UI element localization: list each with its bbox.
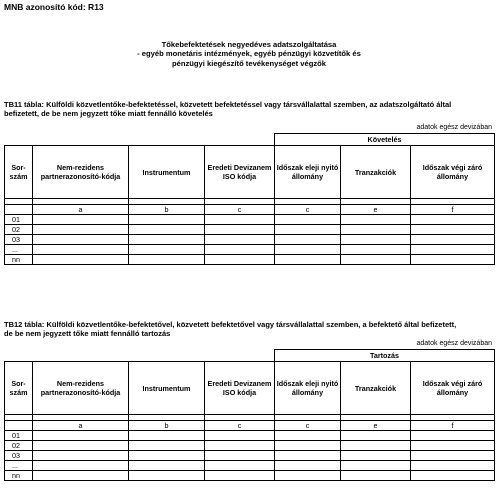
data-cell[interactable] [341, 245, 411, 255]
table-title-line: befizetett, de be nem jegyzett tőke miatt fennálló követelés [4, 109, 213, 119]
table-row [5, 235, 495, 245]
title-line: Tőkebefektetések negyedéves adatszolgáltatása [161, 40, 337, 49]
column-letter: b [129, 421, 205, 431]
data-cell[interactable] [129, 225, 205, 235]
data-cell[interactable] [275, 451, 341, 461]
data-cell[interactable] [205, 235, 275, 245]
data-cell[interactable] [205, 441, 275, 451]
column-header: Tranzakciók [341, 146, 411, 199]
data-cell[interactable] [205, 461, 275, 471]
column-letter: b [129, 205, 205, 215]
data-cell[interactable] [33, 215, 129, 225]
data-cell[interactable] [129, 431, 205, 441]
column-letter: c [275, 421, 341, 431]
unit-note: adatok egész devizában [416, 340, 492, 347]
data-cell[interactable] [341, 255, 411, 265]
data-cell[interactable] [205, 431, 275, 441]
data-cell[interactable] [129, 451, 205, 461]
data-cell[interactable] [129, 471, 205, 481]
data-cell[interactable] [411, 215, 495, 225]
row-number: 02 [5, 225, 33, 235]
table-title-tb11 [4, 100, 492, 119]
data-cell[interactable] [205, 255, 275, 265]
data-cell[interactable] [205, 225, 275, 235]
data-cell[interactable] [411, 235, 495, 245]
column-letter: a [33, 205, 129, 215]
column-letter [5, 205, 33, 215]
data-cell[interactable] [33, 451, 129, 461]
data-cell[interactable] [205, 215, 275, 225]
data-cell[interactable] [411, 245, 495, 255]
data-cell[interactable] [341, 431, 411, 441]
column-letter: a [33, 421, 129, 431]
column-header: Időszak eleji nyitó állomány [275, 146, 341, 199]
table-row [5, 431, 495, 441]
document-title [0, 40, 498, 68]
table-title-tb12 [4, 320, 492, 339]
data-cell[interactable] [33, 235, 129, 245]
group-header: Tartozás [275, 350, 495, 362]
data-cell[interactable] [33, 225, 129, 235]
column-letter: c [205, 421, 275, 431]
column-header: Nem-rezidens partnerazonosító-kódja [33, 146, 129, 199]
data-cell[interactable] [129, 461, 205, 471]
data-cell[interactable] [205, 471, 275, 481]
row-number: ... [5, 461, 33, 471]
data-cell[interactable] [33, 441, 129, 451]
data-cell[interactable] [33, 461, 129, 471]
table-row [5, 461, 495, 471]
data-cell[interactable] [129, 235, 205, 245]
column-letter: c [275, 205, 341, 215]
column-letter: e [341, 205, 411, 215]
column-header: Időszak eleji nyitó állomány [275, 362, 341, 415]
table-row [5, 245, 495, 255]
data-cell[interactable] [275, 215, 341, 225]
data-cell[interactable] [411, 441, 495, 451]
data-cell[interactable] [341, 235, 411, 245]
row-number: 01 [5, 215, 33, 225]
data-cell[interactable] [129, 255, 205, 265]
row-number: 01 [5, 431, 33, 441]
row-number: nn [5, 471, 33, 481]
table-title-line: TB11 tábla: Külföldi közvetlentőke-befektetéssel, közvetett befektetéssel vagy társvállalattal szemben, az adatszolgáltató által [4, 100, 452, 109]
data-cell[interactable] [129, 441, 205, 451]
data-cell[interactable] [341, 451, 411, 461]
table-row [5, 451, 495, 461]
data-cell[interactable] [275, 225, 341, 235]
row-number: 03 [5, 235, 33, 245]
column-header: Nem-rezidens partnerazonosító-kódja [33, 362, 129, 415]
data-cell[interactable] [341, 461, 411, 471]
data-cell[interactable] [341, 441, 411, 451]
data-cell[interactable] [33, 255, 129, 265]
data-cell[interactable] [341, 215, 411, 225]
data-cell[interactable] [205, 451, 275, 461]
unit-note: adatok egész devizában [416, 124, 492, 131]
table-tb11 [4, 133, 495, 265]
table-row [5, 215, 495, 225]
data-cell[interactable] [411, 255, 495, 265]
data-cell[interactable] [275, 471, 341, 481]
data-cell[interactable] [411, 461, 495, 471]
table-title-line: de be nem jegyzett tőke miatt fennálló tartozás [4, 329, 171, 339]
data-cell[interactable] [275, 235, 341, 245]
column-header: Instrumentum [129, 362, 205, 415]
column-letter [5, 421, 33, 431]
column-letter: f [411, 205, 495, 215]
data-cell[interactable] [275, 245, 341, 255]
blank-cell [5, 134, 275, 146]
data-cell[interactable] [129, 215, 205, 225]
data-cell[interactable] [275, 441, 341, 451]
data-cell[interactable] [129, 245, 205, 255]
column-header: Sor- szám [5, 146, 33, 199]
column-header: Időszak végi záró állomány [411, 362, 495, 415]
data-cell[interactable] [275, 255, 341, 265]
row-number: nn [5, 255, 33, 265]
table-tb12 [4, 349, 495, 481]
data-cell[interactable] [275, 431, 341, 441]
table-row [5, 471, 495, 481]
row-number: 02 [5, 441, 33, 451]
data-cell[interactable] [33, 245, 129, 255]
data-cell[interactable] [275, 461, 341, 471]
column-header: Eredeti Devizanem ISO kódja [205, 362, 275, 415]
column-letter: e [341, 421, 411, 431]
data-cell[interactable] [33, 471, 129, 481]
form-code: MNB azonosító kód: R13 [4, 2, 104, 12]
column-header: Instrumentum [129, 146, 205, 199]
table-title-line: TB12 tábla: Külföldi közvetlentőke-befektetővel, közvetett befektetővel vagy társvállalattal szemben, a befektető által befizetett, [4, 320, 457, 329]
data-cell[interactable] [411, 431, 495, 441]
data-cell[interactable] [341, 471, 411, 481]
group-header: Követelés [275, 134, 495, 146]
column-header: Eredeti Devizanem ISO kódja [205, 146, 275, 199]
row-number: 03 [5, 451, 33, 461]
column-letter: f [411, 421, 495, 431]
column-letter: c [205, 205, 275, 215]
title-line: pénzügyi kiegészítő tevékenységet végzők [171, 58, 327, 68]
column-header: Sor- szám [5, 362, 33, 415]
table-row [5, 225, 495, 235]
column-header: Tranzakciók [341, 362, 411, 415]
data-cell[interactable] [33, 431, 129, 441]
row-number: ... [5, 245, 33, 255]
data-cell[interactable] [411, 451, 495, 461]
data-cell[interactable] [411, 225, 495, 235]
data-cell[interactable] [205, 245, 275, 255]
title-line: - egyéb monetáris intézmények, egyéb pénzügyi közvetítők és [137, 49, 361, 59]
data-cell[interactable] [411, 471, 495, 481]
column-header: Időszak végi záró állomány [411, 146, 495, 199]
table-row [5, 441, 495, 451]
data-cell[interactable] [341, 225, 411, 235]
blank-cell [5, 350, 275, 362]
table-row [5, 255, 495, 265]
